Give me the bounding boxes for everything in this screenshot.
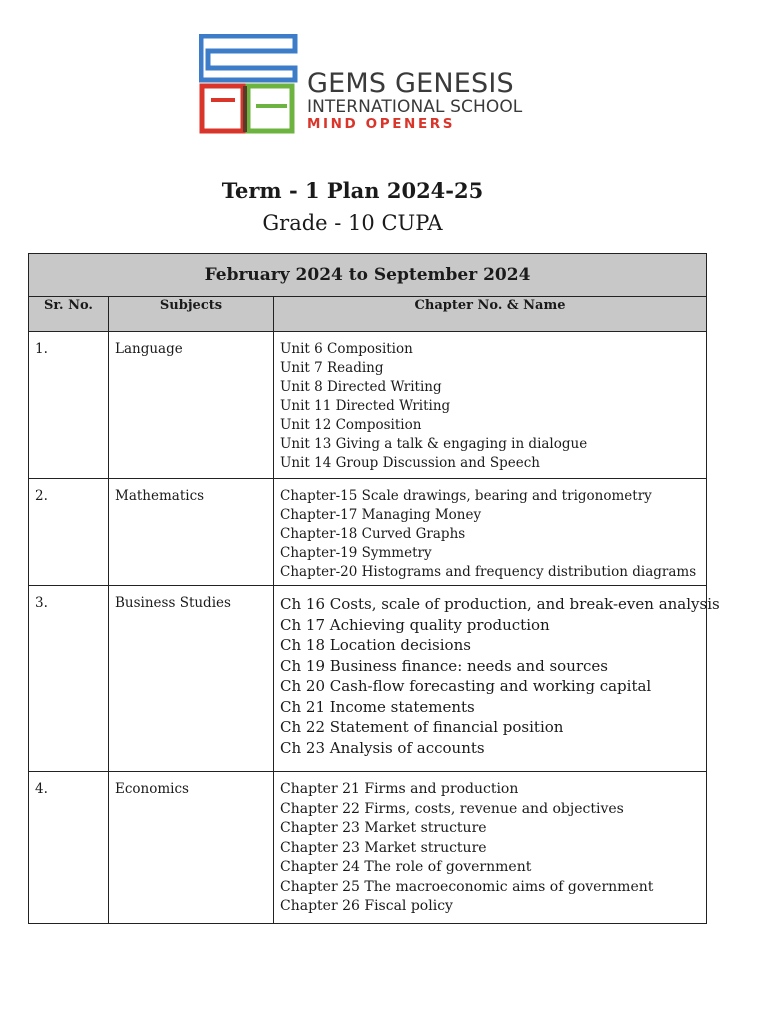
chapter-item: Chapter-18 Curved Graphs bbox=[280, 526, 466, 542]
page-title: Term - 1 Plan 2024-25 bbox=[221, 178, 484, 203]
chapter-item: Unit 6 Composition bbox=[280, 341, 413, 357]
header-chapters: Chapter No. & Name bbox=[274, 297, 707, 332]
table-row bbox=[29, 772, 707, 924]
school-subtitle: INTERNATIONAL SCHOOL bbox=[307, 97, 523, 117]
school-name: GEMS GENESIS bbox=[307, 68, 514, 99]
chapter-item: Chapter 23 Market structure bbox=[280, 820, 487, 836]
subject: Economics bbox=[109, 772, 274, 924]
chapter-item: Unit 13 Giving a talk & engaging in dialogue bbox=[280, 436, 588, 452]
table-header-row bbox=[29, 297, 707, 332]
chapter-list bbox=[274, 772, 707, 924]
table-row bbox=[29, 586, 707, 772]
chapter-item: Ch 20 Cash-flow forecasting and working capital bbox=[280, 677, 652, 695]
chapter-item: Unit 8 Directed Writing bbox=[280, 379, 442, 395]
sr-no: 2. bbox=[29, 479, 109, 586]
chapter-item: Unit 7 Reading bbox=[280, 360, 384, 376]
school-logo bbox=[199, 34, 529, 136]
chapter-item: Chapter 24 The role of government bbox=[280, 859, 532, 875]
chapter-item: Chapter-19 Symmetry bbox=[280, 545, 432, 561]
chapter-item: Chapter 26 Fiscal policy bbox=[280, 898, 453, 914]
period-header: February 2024 to September 2024 bbox=[29, 254, 707, 297]
chapter-item: Unit 14 Group Discussion and Speech bbox=[280, 455, 540, 471]
chapter-item: Chapter 23 Market structure bbox=[280, 839, 487, 856]
sr-no: 1. bbox=[29, 332, 109, 479]
sr-no: 4. bbox=[29, 772, 109, 924]
subject: Mathematics bbox=[109, 479, 274, 586]
chapter-item: Chapter-20 Histograms and frequency distribution diagrams bbox=[280, 564, 697, 580]
school-logo-mark-icon bbox=[199, 34, 299, 136]
page-subtitle: Grade - 10 CUPA bbox=[262, 211, 443, 235]
sr-no: 3. bbox=[29, 586, 109, 772]
chapter-item: Chapter-17 Managing Money bbox=[280, 507, 482, 523]
chapter-item: Ch 23 Analysis of accounts bbox=[280, 738, 485, 757]
logo-wordmark bbox=[307, 70, 522, 132]
chapter-list bbox=[274, 332, 707, 479]
chapter-item: Chapter 22 Firms, costs, revenue and objectives bbox=[280, 800, 624, 817]
subject: Language bbox=[109, 332, 274, 479]
chapter-item: Chapter-15 Scale drawings, bearing and trigonometry bbox=[280, 488, 652, 504]
table-row bbox=[29, 479, 707, 586]
header-subjects: Subjects bbox=[109, 297, 274, 332]
chapter-item: Chapter 25 The macroeconomic aims of government bbox=[280, 878, 654, 895]
chapter-item: Chapter 21 Firms and production bbox=[280, 781, 519, 797]
chapter-item: Ch 21 Income statements bbox=[280, 697, 475, 716]
chapter-item: Ch 22 Statement of financial position bbox=[280, 718, 564, 736]
chapter-list bbox=[274, 586, 720, 772]
chapter-item: Ch 16 Costs, scale of production, and break-even analysis bbox=[280, 595, 720, 613]
chapter-item: Ch 17 Achieving quality production bbox=[280, 615, 550, 634]
chapter-item: Ch 19 Business finance: needs and sources bbox=[280, 656, 609, 675]
chapter-item: Ch 18 Location decisions bbox=[280, 636, 471, 654]
school-tagline: MIND OPENERS bbox=[307, 116, 456, 132]
chapter-item: Unit 11 Directed Writing bbox=[280, 398, 451, 414]
chapter-item: Unit 12 Composition bbox=[280, 417, 422, 433]
term-plan-table bbox=[28, 253, 720, 924]
table-row bbox=[29, 332, 707, 479]
header-sr-no: Sr. No. bbox=[29, 297, 109, 332]
subject: Business Studies bbox=[109, 586, 274, 772]
chapter-list bbox=[274, 479, 707, 586]
